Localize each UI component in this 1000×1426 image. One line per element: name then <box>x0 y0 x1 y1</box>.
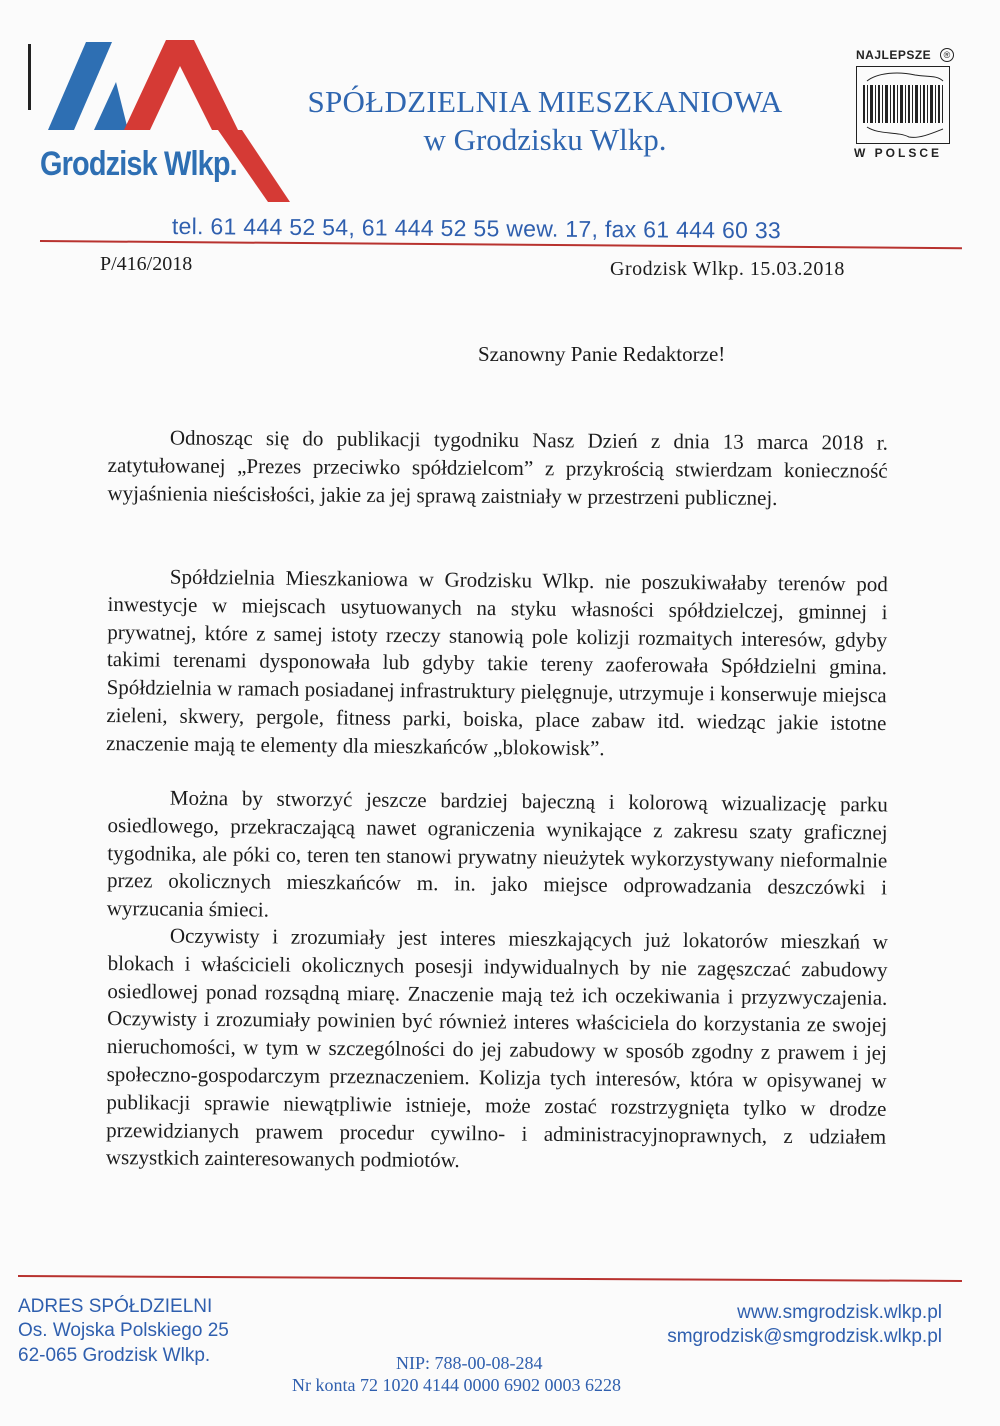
address-city: 62-065 Grodzisk Wlkp. <box>18 1345 211 1366</box>
najlepsze-w-polsce-badge <box>852 48 956 168</box>
contact-phone-fax: tel. 61 444 52 54, 61 444 52 55 wew. 17, fax 61 444 60 33 <box>171 213 782 244</box>
paragraph-4-text: Oczywisty i zrozumiały jest interes mieszkających już lokatorów mieszkań w blokach i właścicieli okolicznych posesji indywidualnych by nie zagęszczać zabudowy osiedlowej ponad rozsądną miarę. Znaczenie mają też ich oczekiwania i przyzwyczajenia. Oczywisty i zrozumiały powinien być również interes właściciela do korzystania ze swojej nieruchomości, w tym w szczególności do jej zabudowy w sposób zgodny z prawem i jej społeczno-gospodarczym przeznaczeniem. Kolizja tych interesów, która w opisywanej w publikacji sprawie niewątpliwie istnieje, może zostać rozstrzygnięta tylko w drodze przewidzianych prawem procedur cywilno- i administracyjnoprawnych, z udziałem wszystkich zainteresowanych podmiotów. <box>105 923 888 1173</box>
email-link[interactable]: smgrodzisk@smgrodzisk.wlkp.pl <box>667 1326 942 1347</box>
registered-mark-icon: ® <box>940 48 954 62</box>
cooperative-city: w Grodzisku Wlkp. <box>423 122 667 157</box>
paragraph-2-text: Spółdzielnia Mieszkaniowa w Grodzisku Wlkp. nie poszukiwałaby terenów pod inwestycje w miejscach usytuowanych na styku własności spółdzielczej, gminnej i prywatnej, które z samej istoty rzeczy stanowią pole kolizji rozmaitych interesów, gdyby takimi terenami dysponowała lub gdyby takie tereny zaoferowała Spółdzielni gmina. Spółdzielnia w ramach posiadanej infrastruktury pielęgnuje, utrzymuje i konserwuje miejsca zieleni, skwery, pergole, fitness parki, boiska, place zabaw itd. wiedząc jakie istotne znaczenie mają te elementy dla mieszkańców „blokowisk”. <box>105 564 888 760</box>
bank-account: Nr konta 72 1020 4144 0000 6902 0003 6228 <box>292 1375 621 1395</box>
footer-divider <box>18 1275 962 1282</box>
reference-number: P/416/2018 <box>100 253 193 275</box>
address-title: ADRES SPÓŁDZIELNI <box>18 1296 213 1317</box>
logo-text: Grodzisk Wlkp. <box>40 145 237 183</box>
salutation: Szanowny Panie Redaktorze! <box>478 342 726 366</box>
paragraph-2 <box>106 563 888 766</box>
badge-bottom-label: W POLSCE <box>854 146 943 160</box>
nip-number: NIP: 788-00-08-284 <box>396 1353 543 1373</box>
paragraph-1 <box>107 424 888 513</box>
paragraph-1-text: Odnosząc się do publikacji tygodniku Nasz Dzień z dnia 13 marca 2018 r. zatytułowanej „Prezes przeciwko spółdzielcom” z przykrością stwierdzam konieczność wyjaśnienia nieścisłości, jakie za jej sprawą zaistniały w przestrzeni publicznej. <box>107 425 888 510</box>
website-link[interactable]: www.smgrodzisk.wlkp.pl <box>737 1302 942 1323</box>
cooperative-name: SPÓŁDZIELNIA MIESZKANIOWA <box>307 84 783 119</box>
badge-top-label: NAJLEPSZE <box>856 48 932 62</box>
address-street: Os. Wojska Polskiego 25 <box>18 1320 229 1341</box>
place-and-date: Grodzisk Wlkp. 15.03.2018 <box>610 258 845 280</box>
paragraph-3 <box>107 784 888 930</box>
paragraph-4 <box>106 922 888 1179</box>
barcode-poland-icon <box>856 66 950 144</box>
paragraph-3-text: Można by stworzyć jeszcze bardziej bajeczną i kolorową wizualizację parku osiedlowego, przekraczającą nawet ograniczenia wynikające z zakresu szaty graficznej tygodnika, ale póki co, teren ten stanowi prywatny nieużytek wykorzystywany nieformalnie przez okolicznych mieszkańców m. in. jako miejsce odprowadzania deszczówki i wyrzucania śmieci. <box>106 785 888 922</box>
